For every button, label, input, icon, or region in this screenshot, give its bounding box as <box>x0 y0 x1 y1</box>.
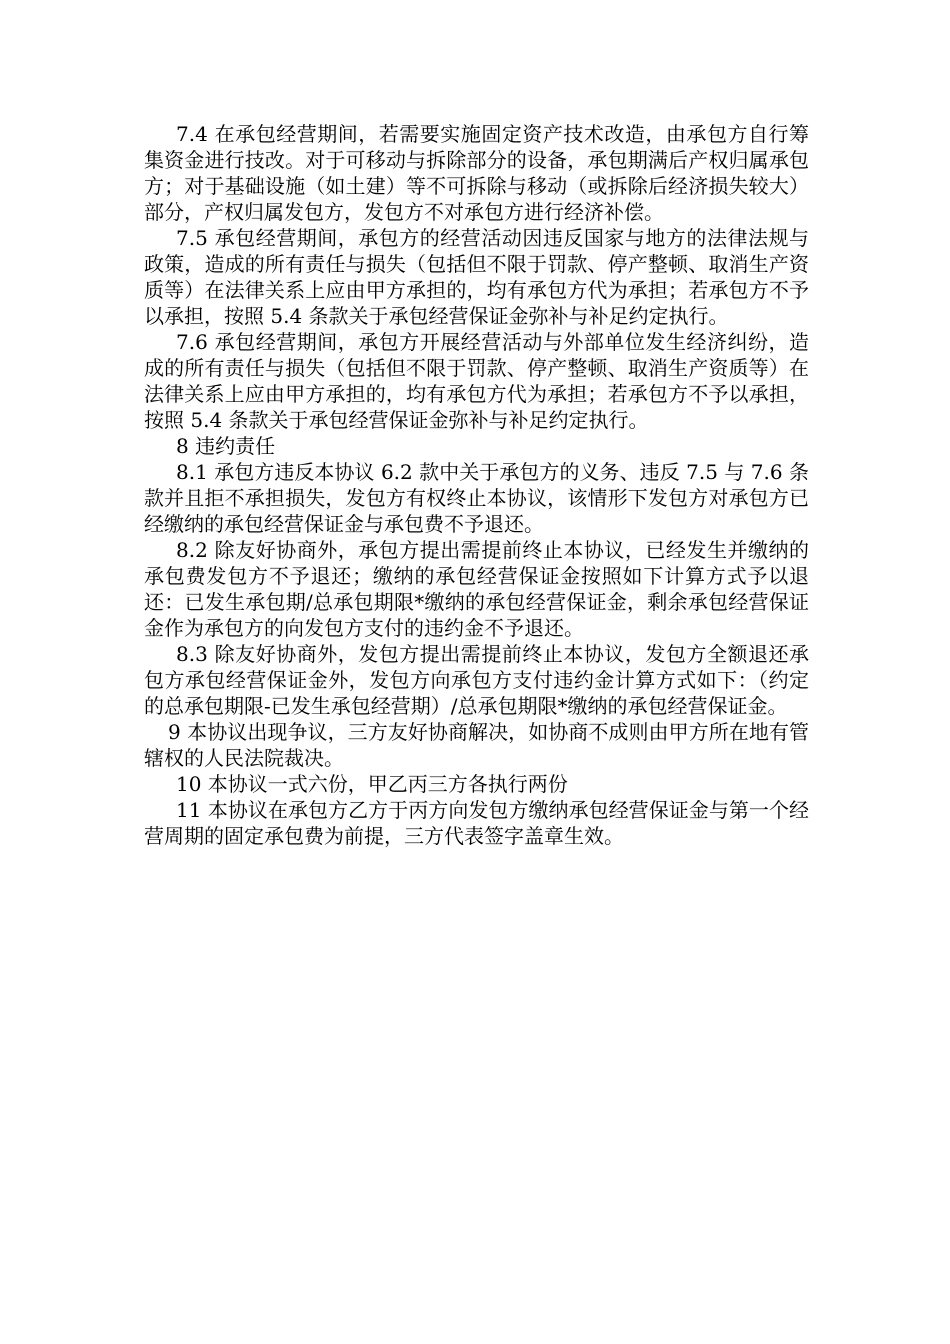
clause-8-2: 8.2 除友好协商外，承包方提出需提前终止本协议，已经发生并缴纳的承包费发包方不予退还；缴纳的承包经营保证金按照如下计算方式予以退还：已发生承包期/总承包期限*缴纳的承包经营保证金，剩余承包经营保证金作为承包方的向发包方支付的违约金不予退还。 <box>144 538 809 640</box>
clause-7-4: 7.4 在承包经营期间，若需要实施固定资产技术改造，由承包方自行筹集资金进行技改。对于可移动与拆除部分的设备，承包期满后产权归属承包方；对于基础设施（如土建）等不可拆除与移动（或拆除后经济损失较大）部分，产权归属发包方，发包方不对承包方进行经济补偿。 <box>144 122 809 224</box>
section-heading-8: 8 违约责任 <box>176 434 276 458</box>
document-page <box>144 121 809 849</box>
clause-11: 11 本协议在承包方乙方于丙方向发包方缴纳承包经营保证金与第一个经营周期的固定承包费为前提，三方代表签字盖章生效。 <box>144 798 809 848</box>
clause-7-5: 7.5 承包经营期间，承包方的经营活动因违反国家与地方的法律法规与政策，造成的所有责任与损失（包括但不限于罚款、停产整顿、取消生产资质等）在法律关系上应由甲方承担的，均有承包方代为承担；若承包方不予以承担，按照 5.4 条款关于承包经营保证金弥补与补足约定执行。 <box>144 226 809 328</box>
clause-8-1: 8.1 承包方违反本协议 6.2 款中关于承包方的义务、违反 7.5 与 7.6 条款并且拒不承担损失，发包方有权终止本协议，该情形下发包方对承包方已经缴纳的承包经营保证金与承包费不予退还。 <box>144 460 809 536</box>
clause-7-6: 7.6 承包经营期间，承包方开展经营活动与外部单位发生经济纠纷，造成的所有责任与损失（包括但不限于罚款、停产整顿、取消生产资质等）在法律关系上应由甲方承担的，均有承包方代为承担；若承包方不予以承担，按照 5.4 条款关于承包经营保证金弥补与补足约定执行。 <box>144 330 809 432</box>
clause-9: 9 本协议出现争议，三方友好协商解决，如协商不成则由甲方所在地有管辖权的人民法院裁决。 <box>144 720 809 770</box>
clause-10: 10 本协议一式六份，甲乙丙三方各执行两份 <box>176 772 568 796</box>
clause-8-3: 8.3 除友好协商外，发包方提出需提前终止本协议，发包方全额退还承包方承包经营保证金外，发包方向承包方支付违约金计算方式如下：（约定的总承包期限-已发生承包经营期）/总承包期限*缴纳的承包经营保证金。 <box>144 642 809 718</box>
